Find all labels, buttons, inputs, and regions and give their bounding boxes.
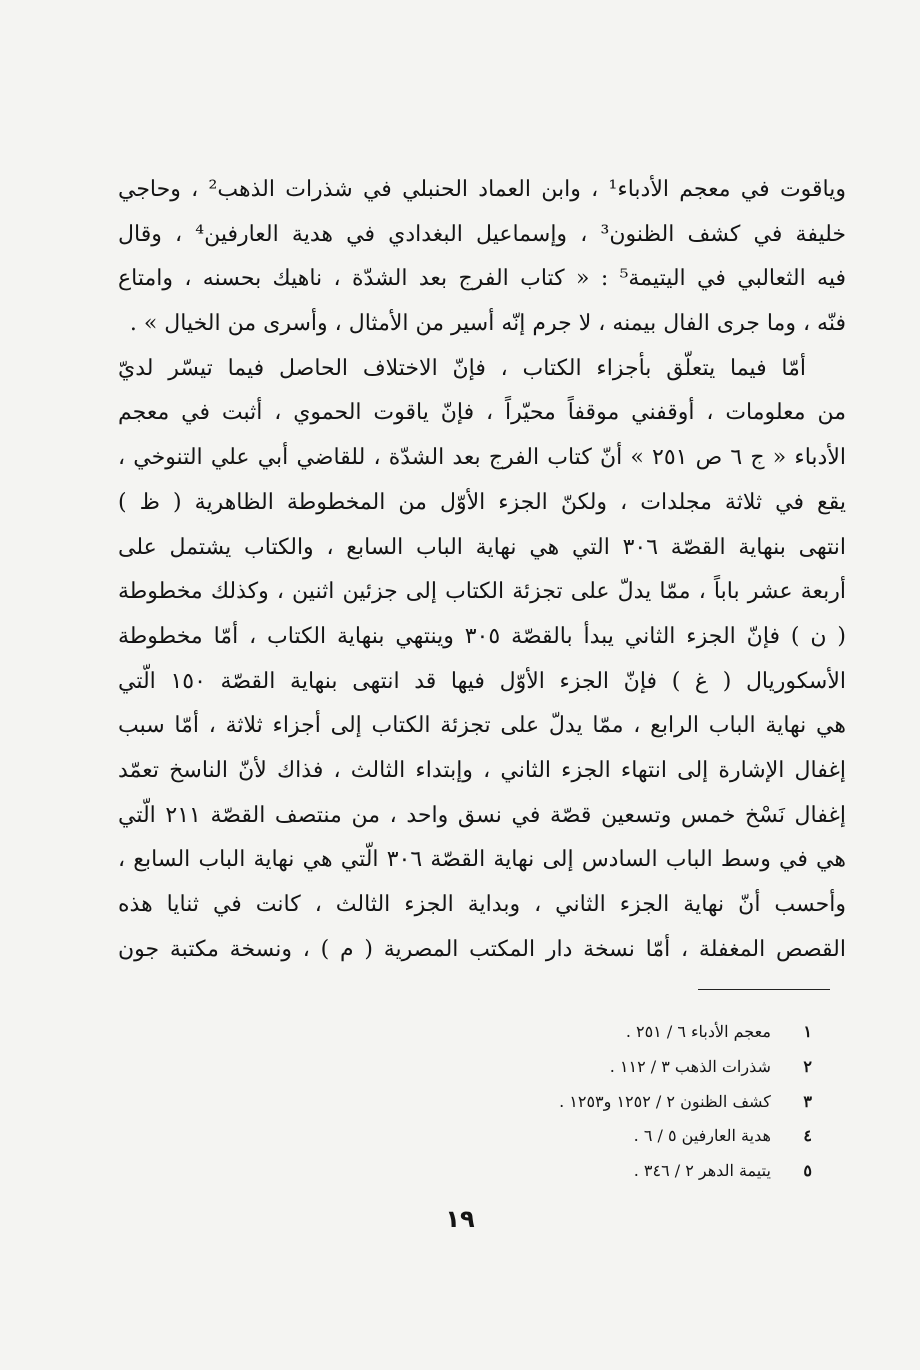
footnote-item xyxy=(412,1154,812,1189)
footnote-item xyxy=(412,1015,812,1050)
text-line: خليفة في كشف الظنون³ ، وإسماعيل البغدادي في هدية العارفين⁴ ، وقال xyxy=(118,221,846,247)
footnote-item xyxy=(412,1119,812,1154)
footnote-item xyxy=(412,1050,812,1085)
body-text xyxy=(118,168,846,972)
footnote-text: كشف الظنون ٢ / ١٢٥٢ و١٢٥٣ . xyxy=(559,1091,771,1111)
text-line: فنّه ، وما جرى الفال بيمنه ، لا جرم إنّه أسير من الأمثال ، وأسرى من الخيال » . xyxy=(129,311,846,337)
footnote-number: ٢ xyxy=(803,1056,812,1076)
footnote-number: ١ xyxy=(803,1022,812,1041)
text-line: إغفال نَسْخ خمس وتسعين قصّة في نسق واحد ، من منتصف القصّة ٢١١ الّتي xyxy=(118,802,846,828)
footnote-number: ٥ xyxy=(803,1161,812,1181)
text-line: يقع في ثلاثة مجلدات ، ولكنّ الجزء الأوّل من المخطوطة الظاهرية ( ظ ) xyxy=(118,489,846,515)
footnote-number: ٤ xyxy=(803,1126,812,1146)
footnote-number: ٣ xyxy=(803,1091,812,1111)
footnote-text: معجم الأدباء ٦ / ٢٥١ . xyxy=(625,1022,771,1041)
footnote-text: يتيمة الدهر ٢ / ٣٤٦ . xyxy=(633,1161,771,1181)
text-line: من معلومات ، أوقفني موقفاً محيّراً ، فإنّ ياقوت الحموي ، أثبت في معجم xyxy=(118,400,846,426)
footnote-divider xyxy=(698,989,830,990)
text-line: انتهى بنهاية القصّة ٣٠٦ التي هي نهاية الباب السابع ، والكتاب يشتمل على xyxy=(118,534,846,560)
footnotes xyxy=(412,1015,812,1189)
text-line: وياقوت في معجم الأدباء¹ ، وابن العماد الحنبلي في شذرات الذهب² ، وحاجي xyxy=(118,177,846,202)
text-line: ( ن ) فإنّ الجزء الثاني يبدأ بالقصّة ٣٠٥ وينتهي بنهاية الكتاب ، أمّا مخطوطة xyxy=(118,623,846,649)
page-number: ١٩ xyxy=(445,1205,475,1233)
text-line: وأحسب أنّ نهاية الجزء الثاني ، وبداية الجزء الثالث ، كانت في ثنايا هذه xyxy=(118,892,846,917)
text-line: الأدباء « ج ٦ ص ٢٥١ » أنّ كتاب الفرج بعد الشدّة ، للقاضي أبي علي التنوخي ، xyxy=(118,445,846,471)
text-line: أربعة عشر باباً ، ممّا يدلّ على تجزئة الكتاب إلى جزئين اثنين ، وكذلك مخطوطة xyxy=(118,579,846,605)
text-line: الأسكوريال ( غ ) فإنّ الجزء الأوّل فيها قد انتهى بنهاية القصّة ١٥٠ الّتي xyxy=(118,668,846,694)
text-line: هي في وسط الباب السادس إلى نهاية القصّة ٣٠٦ الّتي هي نهاية الباب السابع ، xyxy=(118,847,846,873)
footnote-text: هدية العارفين ٥ / ٦ . xyxy=(633,1126,771,1146)
text-line: القصص المغفلة ، أمّا نسخة دار المكتب المصرية ( م ) ، ونسخة مكتبة جون xyxy=(118,936,846,962)
footnote-item xyxy=(412,1085,812,1120)
footnote-text: شذرات الذهب ٣ / ١١٢ . xyxy=(609,1056,771,1076)
text-line: أمّا فيما يتعلّق بأجزاء الكتاب ، فإنّ الاختلاف الحاصل فيما تيسّر لديّ xyxy=(118,355,806,381)
text-line: فيه الثعالبي في اليتيمة⁵ : « كتاب الفرج بعد الشدّة ، ناهيك بحسنه ، وامتاع xyxy=(118,266,846,292)
text-line: هي نهاية الباب الرابع ، ممّا يدلّ على تجزئة الكتاب إلى أجزاء ثلاثة ، أمّا سبب xyxy=(118,713,846,739)
text-line: إغفال الإشارة إلى انتهاء الجزء الثاني ، وإبتداء الثالث ، فذاك لأنّ الناسخ تعمّد xyxy=(118,757,846,783)
